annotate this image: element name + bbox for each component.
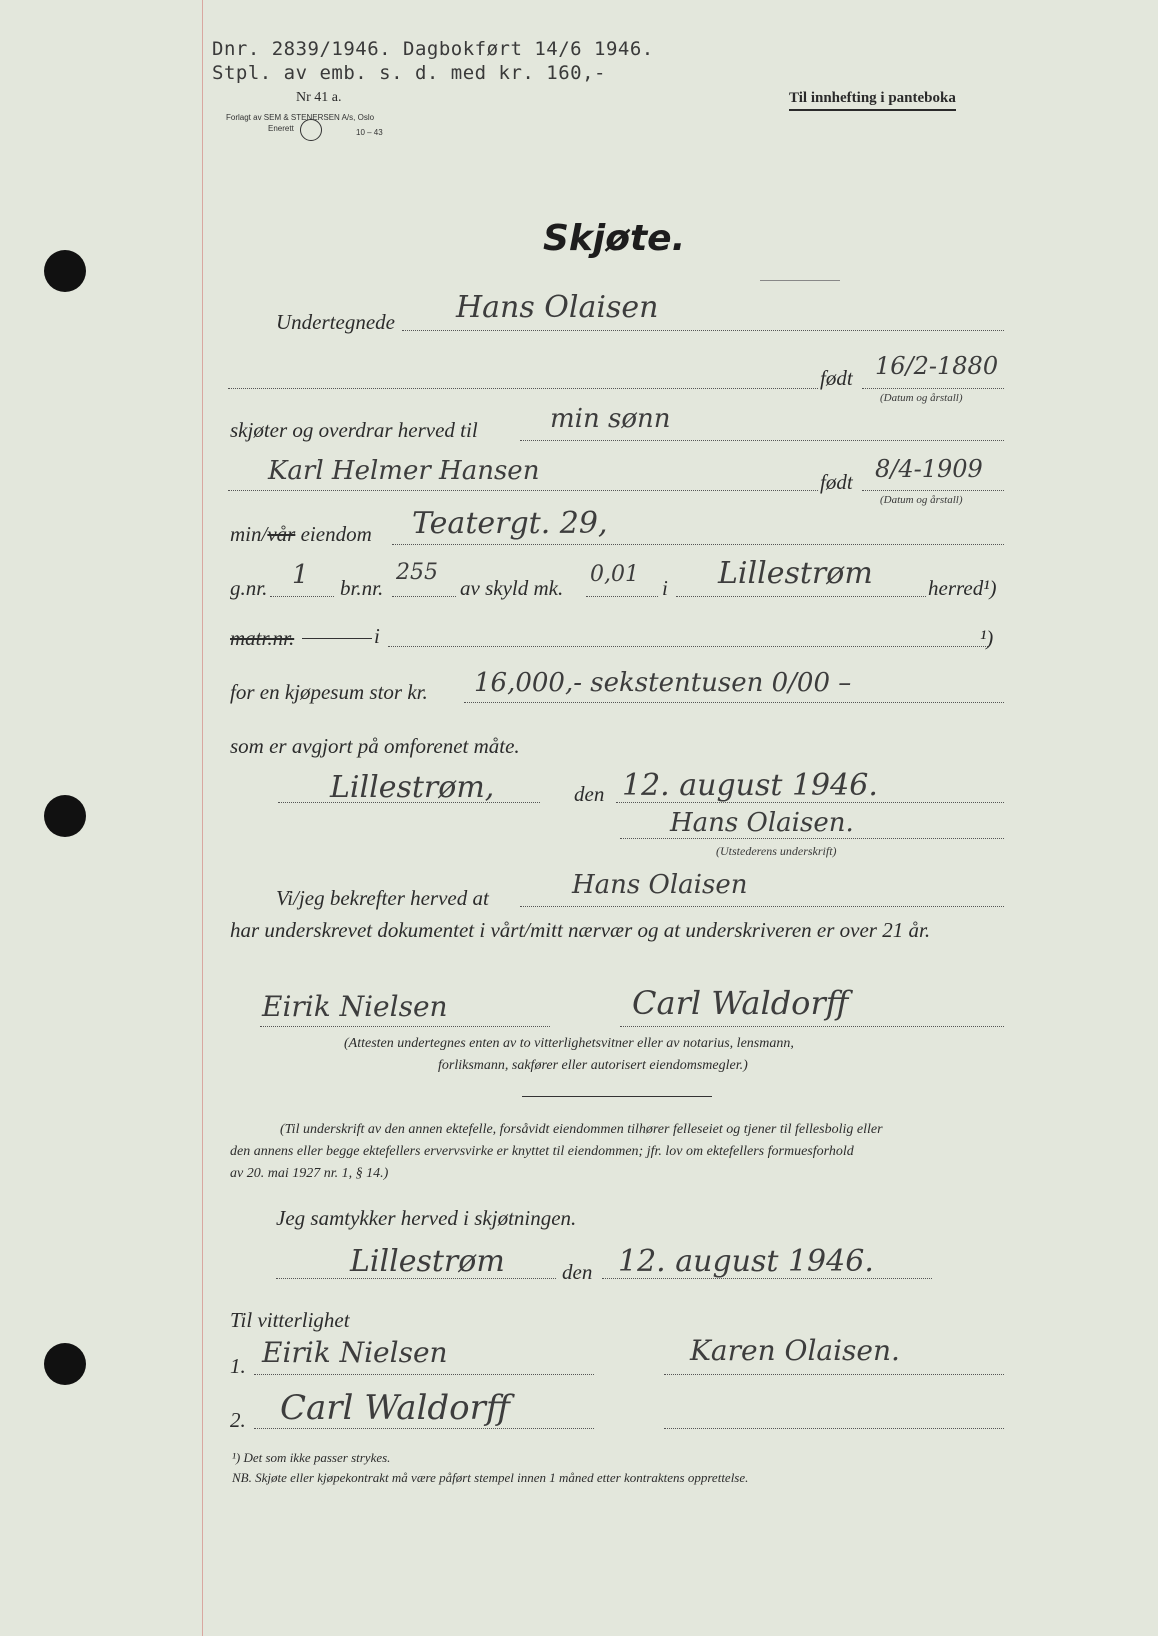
recipient-birth: 8/4-1909: [875, 455, 983, 483]
datum-hint: (Datum og årstall): [880, 392, 963, 404]
dotted-line: [862, 490, 1004, 491]
title-rule: [760, 280, 840, 281]
dotted-line: [228, 388, 818, 389]
place-2: Lillestrøm: [350, 1244, 505, 1279]
typed-line-1: Dnr. 2839/1946. Dagbokført 14/6 1946.: [212, 38, 654, 60]
property-address: Teatergt. 29,: [412, 506, 608, 541]
vitterlighet-2-signature: Carl Waldorff: [280, 1388, 510, 1428]
dotted-line: [676, 596, 926, 597]
publisher-code: 10 – 43: [356, 128, 383, 137]
footnote-mark: ¹): [980, 626, 994, 650]
attest-note-1: (Attesten undertegnes enten av to vitterlighetsvitner eller av notarius, lensmann,: [344, 1036, 794, 1051]
eiendom-text: eiendom: [300, 522, 372, 546]
dotted-line: [586, 596, 658, 597]
punch-hole: [44, 1343, 86, 1385]
publisher-enerett: Enerett: [268, 124, 294, 133]
confirm-line-2: har underskrevet dokumentet i vårt/mitt nærvær og at underskriveren er over 21 år.: [230, 918, 931, 942]
footnote-2: NB. Skjøte eller kjøpekontrakt må være påført stempel innen 1 måned etter kontraktens opprettelse.: [232, 1470, 749, 1485]
witness-2-signature: Carl Waldorff: [632, 984, 849, 1022]
dotted-line: [620, 1026, 1004, 1027]
vitterlighet-label: Til vitterlighet: [230, 1308, 350, 1332]
dotted-line: [388, 646, 988, 647]
dotted-line: [464, 702, 1004, 703]
seller-name: Hans Olaisen: [456, 290, 659, 325]
dotted-line: [392, 544, 1004, 545]
typed-line-2: Stpl. av emb. s. d. med kr. 160,-: [212, 62, 606, 84]
datum-hint-2: (Datum og årstall): [880, 494, 963, 506]
skyld-value: 0,01: [590, 562, 639, 587]
divider: [522, 1096, 712, 1097]
confirm-name: Hans Olaisen: [572, 870, 748, 900]
dotted-line: [862, 388, 1004, 389]
herred-label: herred¹): [928, 576, 997, 600]
dotted-line: [664, 1374, 1004, 1375]
dotted-line: [228, 490, 818, 491]
publisher-line: Forlagt av SEM & STENERSEN A/s, Oslo: [226, 113, 375, 122]
spouse-note-3: av 20. mai 1927 nr. 1, § 14.): [230, 1166, 389, 1181]
dotted-line: [254, 1374, 594, 1375]
seller-birth: 16/2-1880: [875, 352, 999, 380]
publisher-logo: [300, 119, 322, 141]
dotted-line: [520, 440, 1004, 441]
recipient-name: Karl Helmer Hansen: [268, 456, 540, 486]
margin-rule: [202, 0, 203, 1636]
skyld-label: av skyld mk.: [460, 576, 564, 600]
spouse-signature: Karen Olaisen.: [690, 1334, 900, 1367]
herred-value: Lillestrøm: [718, 556, 873, 591]
punch-hole: [44, 795, 86, 837]
witness-1-signature: Eirik Nielsen: [262, 990, 448, 1023]
eiendom-label: [230, 522, 372, 547]
fodt-label-2: født: [820, 470, 853, 494]
gnr-value: 1: [292, 560, 309, 590]
issuer-signature: Hans Olaisen.: [670, 808, 854, 838]
eiendom-min: min/: [230, 522, 268, 546]
date-2: 12. august 1946.: [618, 1244, 874, 1279]
price-value: 16,000,- sekstentusen 0/00 –: [474, 668, 852, 698]
place-1: Lillestrøm,: [330, 770, 495, 805]
transfer-label: skjøter og overdrar herved til: [230, 418, 478, 442]
punch-hole: [44, 250, 86, 292]
fodt-label: født: [820, 366, 853, 390]
recipient-relation: min sønn: [550, 404, 671, 434]
settled-label: som er avgjort på omforenet måte.: [230, 734, 520, 758]
dotted-line: [402, 330, 1004, 331]
dotted-line: [254, 1428, 594, 1429]
dotted-line: [270, 596, 334, 597]
dotted-line: [392, 596, 456, 597]
header-right-label: Til innhefting i panteboka: [789, 90, 956, 111]
i-label: i: [662, 576, 668, 600]
vitterlighet-1-signature: Eirik Nielsen: [262, 1336, 448, 1369]
number-2: 2.: [230, 1408, 246, 1432]
den-label: den: [574, 782, 605, 806]
dotted-line: [260, 1026, 550, 1027]
dotted-line: [664, 1428, 1004, 1429]
den-label-2: den: [562, 1260, 593, 1284]
spouse-note-2: den annens eller begge ektefellers ervervsvirke er knyttet til eiendommen; jfr. lov om ektefellers formuesforhold: [230, 1144, 854, 1159]
dotted-line: [520, 906, 1004, 907]
confirm-label: Vi/jeg bekrefter herved at: [276, 886, 489, 910]
matr-label: matr.nr.: [230, 626, 295, 650]
form-number: Nr 41 a.: [296, 90, 342, 105]
eiendom-vaar: vår: [267, 522, 296, 546]
price-label: for en kjøpesum stor kr.: [230, 680, 428, 704]
footnote-1: ¹) Det som ikke passer strykes.: [232, 1450, 391, 1465]
undertegnede-label: Undertegnede: [276, 310, 395, 334]
dotted-line: [276, 1278, 556, 1279]
consent-label: Jeg samtykker herved i skjøtningen.: [276, 1206, 577, 1230]
document-title: Skjøte.: [543, 218, 686, 259]
issuer-hint: (Utstederens underskrift): [716, 844, 837, 858]
brnr-value: 255: [396, 560, 438, 585]
number-1: 1.: [230, 1354, 246, 1378]
matr-strike: [302, 638, 372, 639]
dotted-line: [620, 838, 1004, 839]
brnr-label: br.nr.: [340, 576, 384, 600]
attest-note-2: forliksmann, sakfører eller autorisert eiendomsmegler.): [438, 1058, 748, 1073]
gnr-label: g.nr.: [230, 576, 268, 600]
spouse-note-1: (Til underskrift av den annen ektefelle, forsåvidt eiendommen tilhører felleseiet og tjener til fellesbolig eller: [280, 1122, 883, 1137]
matr-i: i: [374, 624, 380, 648]
date-1: 12. august 1946.: [622, 768, 878, 803]
